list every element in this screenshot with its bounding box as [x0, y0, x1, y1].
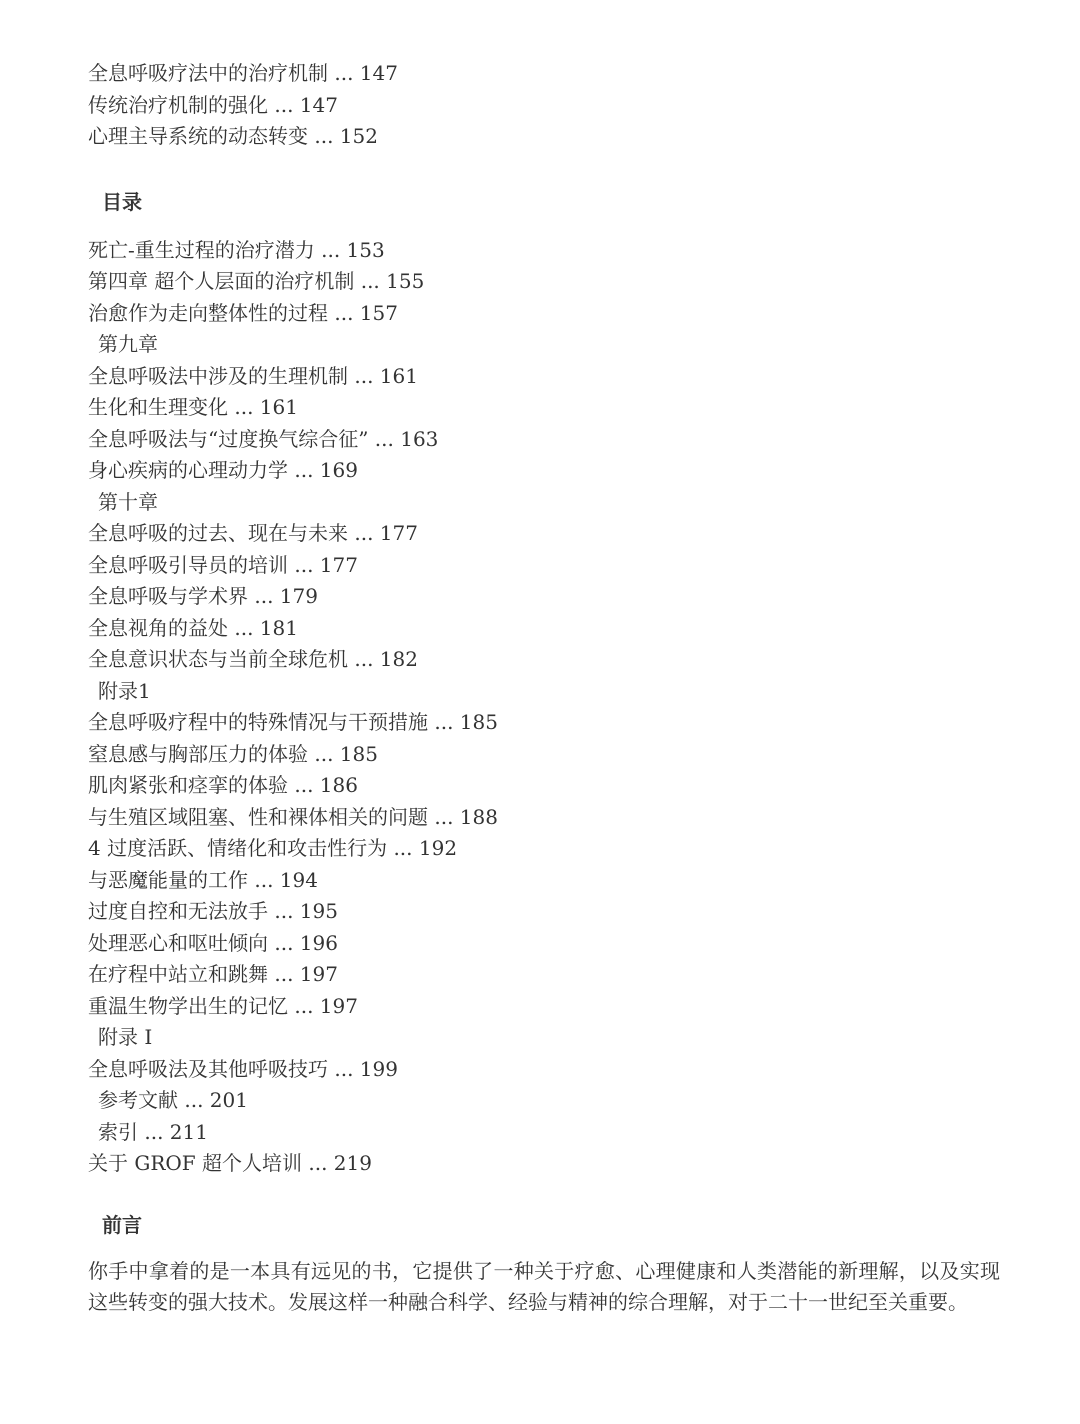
toc-entry: 全息呼吸法与“过度换气综合征” ... 163: [88, 426, 439, 451]
toc-entry: 全息呼吸疗法中的治疗机制 ... 147: [88, 61, 398, 85]
toc-continued-list: [88, 58, 1008, 153]
toc-entry: 附录 I: [98, 1025, 153, 1049]
toc-entry: 肌肉紧张和痉挛的体验 ... 186: [88, 773, 358, 797]
toc-entry: 全息意识状态与当前全球危机 ... 182: [88, 647, 418, 671]
toc-entry: 与生殖区域阻塞、性和裸体相关的问题 ... 188: [88, 804, 498, 829]
toc-entry: 全息视角的益处 ... 181: [88, 615, 298, 640]
preface-paragraph: 你手中拿着的是一本具有远见的书，它提供了一种关于疗愈、心理健康和人类潜能的新理解，以及实现这些转变的强大技术。发展这样一种融合科学、经验与精神的综合理解，对于二十一世纪至关重要。: [88, 1258, 1000, 1314]
toc-list: [88, 235, 1008, 1180]
preface-heading: 前言: [102, 1212, 142, 1237]
toc-entry: 心理主导系统的动态转变 ... 152: [88, 124, 378, 148]
toc-entry: 身心疾病的心理动力学 ... 169: [88, 458, 358, 482]
toc-entry: 第四章 超个人层面的治疗机制 ... 155: [88, 269, 425, 293]
toc-entry: 全息呼吸引导员的培训 ... 177: [88, 552, 358, 577]
toc-entry: 重温生物学出生的记忆 ... 197: [88, 993, 358, 1018]
toc-entry: 窒息感与胸部压力的体验 ... 185: [88, 741, 378, 766]
toc-heading: 目录: [102, 189, 142, 214]
toc-entry: 全息呼吸与学术界 ... 179: [88, 584, 318, 608]
toc-entry: 治愈作为走向整体性的过程 ... 157: [88, 300, 398, 325]
toc-entry: 4 过度活跃、情绪化和攻击性行为 ... 192: [88, 836, 458, 860]
toc-entry: 过度自控和无法放手 ... 195: [88, 899, 338, 923]
toc-entry: 与恶魔能量的工作 ... 194: [88, 867, 318, 892]
toc-entry: 全息呼吸的过去、现在与未来 ... 177: [88, 521, 418, 545]
toc-entry: 处理恶心和呕吐倾向 ... 196: [88, 930, 338, 955]
toc-entry: 全息呼吸法中涉及的生理机制 ... 161: [88, 363, 418, 388]
toc-entry: 全息呼吸疗程中的特殊情况与干预措施 ... 185: [88, 710, 498, 734]
toc-entry: 第九章: [98, 332, 158, 356]
toc-entry: 索引 ... 211: [98, 1119, 208, 1144]
toc-entry: 全息呼吸法及其他呼吸技巧 ... 199: [88, 1056, 398, 1081]
toc-entry: 传统治疗机制的强化 ... 147: [88, 92, 338, 117]
toc-entry: 死亡-重生过程的治疗潜力 ... 153: [88, 237, 385, 262]
toc-entry: 在疗程中站立和跳舞 ... 197: [88, 962, 338, 986]
toc-entry: 附录1: [98, 678, 151, 703]
toc-entry: 生化和生理变化 ... 161: [88, 395, 298, 419]
toc-entry: 参考文献 ... 201: [98, 1088, 248, 1112]
toc-entry: 第十章: [98, 489, 158, 514]
document-page: [88, 58, 1008, 1319]
toc-entry: 关于 GROF 超个人培训 ... 219: [88, 1151, 372, 1175]
